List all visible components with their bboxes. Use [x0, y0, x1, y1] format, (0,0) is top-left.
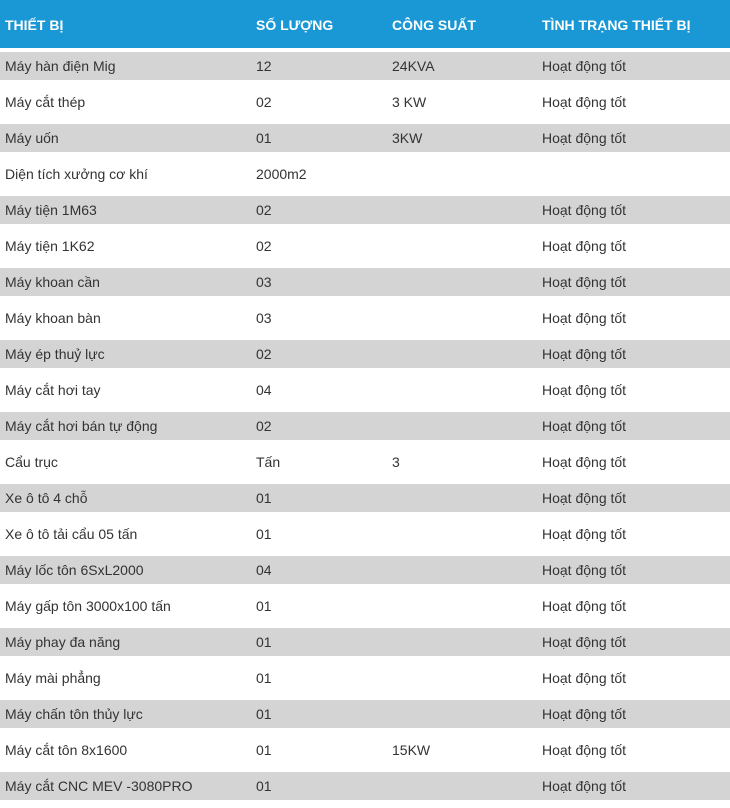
cell-capacity: 3KW	[386, 120, 536, 156]
cell-equipment: Máy cắt thép	[0, 84, 251, 120]
cell-quantity: 03	[251, 264, 386, 300]
cell-capacity	[386, 552, 536, 588]
cell-quantity: 01	[251, 120, 386, 156]
cell-quantity: 04	[251, 372, 386, 408]
cell-quantity: 02	[251, 408, 386, 444]
cell-quantity: 03	[251, 300, 386, 336]
cell-capacity	[386, 516, 536, 552]
cell-quantity: 04	[251, 552, 386, 588]
cell-condition: Hoạt động tốt	[536, 228, 730, 264]
cell-capacity	[386, 372, 536, 408]
cell-equipment: Máy chấn tôn thủy lực	[0, 696, 251, 732]
header-equipment: THIẾT BỊ	[0, 0, 251, 48]
cell-equipment: Máy phay đa năng	[0, 624, 251, 660]
cell-capacity: 15KW	[386, 732, 536, 768]
cell-capacity	[386, 480, 536, 516]
cell-equipment: Xe ô tô tải cẩu 05 tấn	[0, 516, 251, 552]
cell-quantity: 01	[251, 732, 386, 768]
cell-quantity: 01	[251, 588, 386, 624]
cell-equipment: Máy ép thuỷ lực	[0, 336, 251, 372]
cell-equipment: Máy mài phẳng	[0, 660, 251, 696]
cell-condition: Hoạt động tốt	[536, 372, 730, 408]
cell-condition: Hoạt động tốt	[536, 48, 730, 84]
cell-capacity	[386, 408, 536, 444]
cell-quantity: 01	[251, 768, 386, 801]
cell-equipment: Máy cắt hơi bán tự động	[0, 408, 251, 444]
table-row	[0, 408, 730, 444]
cell-equipment: Máy gấp tôn 3000x100 tấn	[0, 588, 251, 624]
cell-equipment: Máy uốn	[0, 120, 251, 156]
cell-condition: Hoạt động tốt	[536, 768, 730, 801]
table-row	[0, 768, 730, 801]
cell-equipment: Máy cắt CNC MEV -3080PRO	[0, 768, 251, 801]
table-row	[0, 372, 730, 408]
cell-equipment: Máy lốc tôn 6SxL2000	[0, 552, 251, 588]
header-row	[0, 0, 730, 48]
header-capacity: CÔNG SUẤT	[386, 0, 536, 48]
cell-condition: Hoạt động tốt	[536, 264, 730, 300]
table-row	[0, 156, 730, 192]
cell-condition: Hoạt động tốt	[536, 408, 730, 444]
cell-capacity	[386, 588, 536, 624]
cell-capacity	[386, 336, 536, 372]
table-row	[0, 120, 730, 156]
cell-capacity: 3 KW	[386, 84, 536, 120]
cell-quantity: 02	[251, 84, 386, 120]
cell-quantity: Tấn	[251, 444, 386, 480]
cell-equipment: Xe ô tô 4 chỗ	[0, 480, 251, 516]
cell-equipment: Máy cắt tôn 8x1600	[0, 732, 251, 768]
table-row	[0, 732, 730, 768]
cell-quantity: 01	[251, 480, 386, 516]
cell-quantity: 01	[251, 696, 386, 732]
cell-capacity: 24KVA	[386, 48, 536, 84]
cell-quantity: 02	[251, 336, 386, 372]
cell-equipment: Máy tiện 1K62	[0, 228, 251, 264]
cell-condition	[536, 156, 730, 192]
cell-condition: Hoạt động tốt	[536, 588, 730, 624]
table-row	[0, 624, 730, 660]
cell-capacity: 3	[386, 444, 536, 480]
cell-condition: Hoạt động tốt	[536, 300, 730, 336]
cell-equipment: Máy hàn điện Mig	[0, 48, 251, 84]
cell-capacity	[386, 624, 536, 660]
table-row	[0, 336, 730, 372]
cell-capacity	[386, 300, 536, 336]
cell-quantity: 2000m2	[251, 156, 386, 192]
cell-equipment: Máy cắt hơi tay	[0, 372, 251, 408]
cell-capacity	[386, 228, 536, 264]
header-condition: TÌNH TRẠNG THIẾT BỊ	[536, 0, 730, 48]
table-header	[0, 0, 730, 48]
cell-quantity: 01	[251, 660, 386, 696]
cell-quantity: 01	[251, 516, 386, 552]
table-row	[0, 588, 730, 624]
table-row	[0, 480, 730, 516]
cell-quantity: 02	[251, 192, 386, 228]
cell-condition: Hoạt động tốt	[536, 732, 730, 768]
cell-condition: Hoạt động tốt	[536, 444, 730, 480]
cell-capacity	[386, 660, 536, 696]
cell-capacity	[386, 696, 536, 732]
cell-capacity	[386, 264, 536, 300]
table-body	[0, 48, 730, 801]
cell-equipment: Máy tiện 1M63	[0, 192, 251, 228]
table-row	[0, 84, 730, 120]
cell-quantity: 12	[251, 48, 386, 84]
cell-equipment: Cẩu trục	[0, 444, 251, 480]
table-row	[0, 48, 730, 84]
cell-condition: Hoạt động tốt	[536, 480, 730, 516]
cell-condition: Hoạt động tốt	[536, 624, 730, 660]
table-row	[0, 552, 730, 588]
cell-condition: Hoạt động tốt	[536, 660, 730, 696]
table-row	[0, 660, 730, 696]
cell-condition: Hoạt động tốt	[536, 84, 730, 120]
header-quantity: SỐ LƯỢNG	[251, 0, 386, 48]
cell-quantity: 01	[251, 624, 386, 660]
cell-condition: Hoạt động tốt	[536, 516, 730, 552]
cell-equipment: Diện tích xưởng cơ khí	[0, 156, 251, 192]
cell-capacity	[386, 156, 536, 192]
table-row	[0, 696, 730, 732]
cell-equipment: Máy khoan bàn	[0, 300, 251, 336]
cell-condition: Hoạt động tốt	[536, 192, 730, 228]
cell-equipment: Máy khoan cần	[0, 264, 251, 300]
table-row	[0, 228, 730, 264]
cell-condition: Hoạt động tốt	[536, 552, 730, 588]
cell-condition: Hoạt động tốt	[536, 696, 730, 732]
table-row	[0, 516, 730, 552]
cell-condition: Hoạt động tốt	[536, 120, 730, 156]
table-row	[0, 300, 730, 336]
table-row	[0, 264, 730, 300]
cell-condition: Hoạt động tốt	[536, 336, 730, 372]
cell-quantity: 02	[251, 228, 386, 264]
cell-capacity	[386, 768, 536, 801]
cell-capacity	[386, 192, 536, 228]
table-row	[0, 444, 730, 480]
table-row	[0, 192, 730, 228]
